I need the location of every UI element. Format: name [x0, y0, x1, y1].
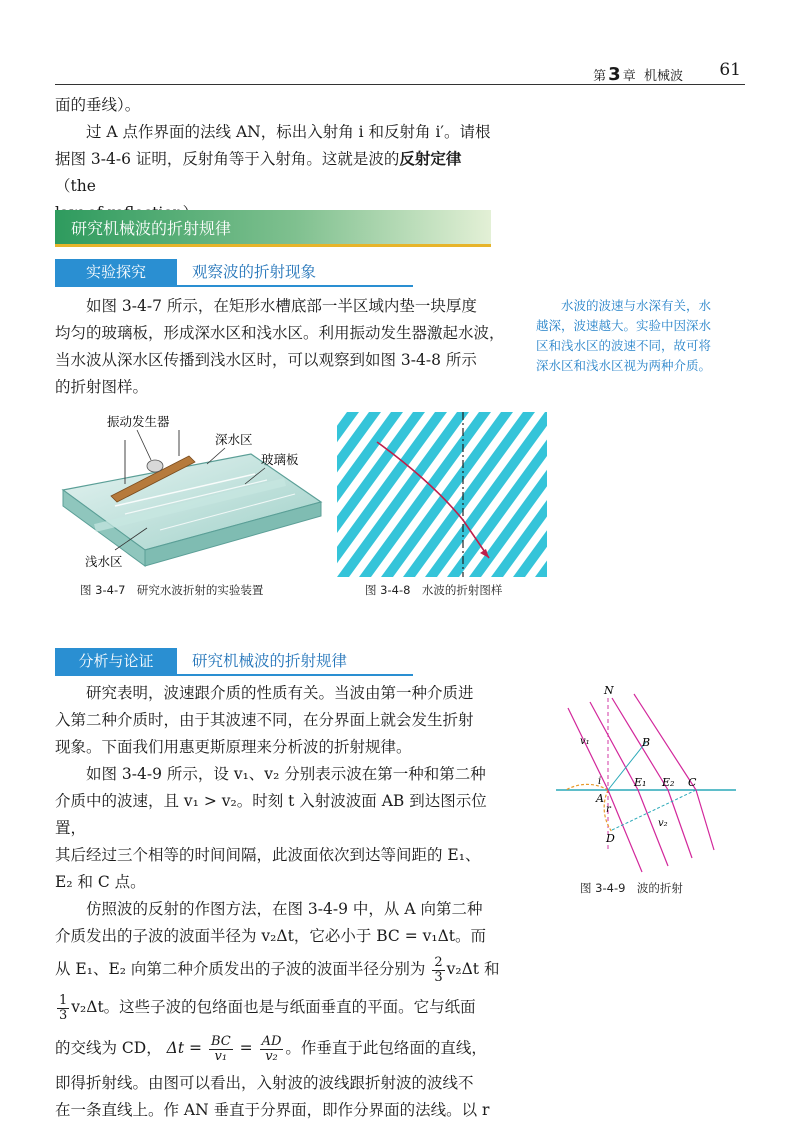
frac-v1: v₁	[214, 1048, 228, 1064]
label-v2: v₂	[658, 818, 668, 829]
exp-line-1: 如图 3-4-7 所示，在矩形水槽底部一半区域内垫一块厚度	[86, 297, 477, 315]
label-e2: E₂	[662, 776, 675, 789]
vibrator-leader	[137, 430, 151, 460]
refracted-rays	[608, 790, 714, 872]
top-line-3	[55, 146, 495, 200]
frac-a-num: 2	[434, 954, 443, 970]
page-number: 61	[719, 60, 741, 80]
frac-bc: BC	[210, 1033, 231, 1049]
caption-3-4-9: 图 3-4-9 波的折射	[580, 881, 683, 895]
analysis-tag: 分析与论证	[55, 648, 177, 674]
note-line-3: 区和浅水区的波速不同，故可将	[536, 338, 712, 353]
body-line-5: 介质中的波速，且 v₁ > v₂。时刻 t 入射波波面 AB 到达图示位置，	[55, 792, 487, 837]
chapter-title: 机械波	[643, 69, 683, 84]
exp-line-2: 均匀的玻璃板，形成深水区和浅水区。利用振动发生器激起水波，	[55, 324, 505, 342]
body-line-4: 如图 3-4-9 所示，设 v₁、v₂ 分别表示波在第一种和第二种	[86, 765, 486, 783]
chapter-number: 3	[608, 64, 621, 85]
top-line-2: 过 A 点作界面的法线 AN，标出入射角 i 和反射角 i′。请根	[86, 123, 491, 141]
body-line-8: 仿照波的反射的作图方法，在图 3-4-9 中，从 A 向第二种	[86, 900, 483, 918]
body-line-9: 介质发出的子波的波面半径为 v₂Δt，它必小于 BC = v₁Δt。而	[55, 927, 487, 945]
exp-line-3: 当水波从深水区传播到浅水区时，可以观察到如图 3-4-8 所示	[55, 351, 477, 369]
label-glass: 玻璃板	[261, 452, 299, 467]
analysis-underline	[55, 674, 413, 676]
label-r: r	[606, 804, 611, 815]
label-a: A	[596, 792, 604, 805]
figure-3-4-7	[55, 410, 335, 575]
top-line-3b: （the	[55, 177, 96, 195]
side-note	[536, 296, 740, 376]
equals-sign: =	[239, 1039, 253, 1057]
chapter-label	[593, 64, 683, 85]
frac-b-den: 3	[59, 1007, 68, 1023]
label-b: B	[642, 736, 651, 749]
caption-3-4-8: 图 3-4-8 水波的折射图样	[365, 583, 503, 597]
reflection-law-term: 反射定律	[399, 150, 462, 168]
water-tank	[63, 454, 321, 566]
label-c: C	[688, 776, 697, 789]
note-line-1: 水波的波速与水深有关，水	[561, 298, 712, 313]
label-vibrator: 振动发生器	[107, 414, 170, 429]
body-line-6: 其后经过三个相等的时间间隔，此波面依次到达等间距的 E₁、	[55, 846, 481, 864]
body-line-11	[55, 988, 500, 1026]
frac-b-num: 1	[59, 992, 68, 1008]
fraction-bc-v1	[209, 1035, 233, 1064]
label-i: i	[598, 776, 602, 787]
section-heading-bar	[55, 210, 491, 247]
frac-a-den: 3	[434, 969, 443, 985]
wavefront-cd	[612, 790, 696, 830]
experiment-paragraph	[55, 293, 505, 401]
caption-3-4-7: 图 3-4-7 研究水波折射的实验装置	[80, 583, 264, 597]
page-header	[55, 60, 745, 85]
analysis-title: 研究机械波的折射规律	[192, 652, 348, 670]
experiment-tag: 实验探究	[55, 259, 177, 285]
label-n: N	[604, 684, 614, 697]
label-shallow-water: 浅水区	[85, 554, 123, 569]
top-text	[55, 92, 495, 227]
body-line-12a: 的交线为 CD，	[55, 1039, 162, 1057]
body-line-7: E₂ 和 C 点。	[55, 873, 146, 891]
top-line-3a: 据图 3-4-6 证明，反射角等于入射角。这就是波的	[55, 150, 400, 168]
label-e1: E₁	[634, 776, 647, 789]
fraction-one-third	[57, 994, 69, 1023]
figure-3-4-9	[550, 680, 740, 880]
body-line-14: 在一条直线上。作 AN 垂直于分界面，即作分界面的法线。以 r	[55, 1101, 490, 1119]
chapter-prefix: 第	[593, 69, 607, 84]
label-v1: v₁	[580, 736, 590, 747]
body-line-10b: v₂Δt 和	[446, 960, 500, 978]
note-line-2: 越深，波速越大。实验中因深水	[536, 318, 712, 333]
body-line-10a: 从 E₁、E₂ 向第二种介质发出的子波的波面半径分别为	[55, 960, 426, 978]
analysis-body	[55, 680, 500, 1124]
fraction-ad-v2	[260, 1035, 284, 1064]
note-line-4: 深水区和浅水区视为两种介质。	[536, 358, 712, 373]
wavelet-a	[566, 784, 608, 790]
experiment-underline	[55, 285, 413, 287]
frac-ad: AD	[261, 1033, 282, 1049]
top-line-1: 面的垂线）。	[55, 96, 141, 114]
body-line-3: 现象。下面我们用惠更斯原理来分析波的折射规律。	[55, 738, 412, 756]
delta-t: Δt =	[166, 1039, 202, 1057]
body-line-2: 入第二种介质时，由于其波速不同，在分界面上就会发生折射	[55, 711, 474, 729]
chapter-suffix: 章	[622, 69, 636, 84]
label-d: D	[606, 832, 615, 845]
body-line-12	[55, 1026, 500, 1070]
experiment-title: 观察波的折射现象	[192, 263, 317, 281]
body-line-13: 即得折射线。由图可以看出，入射波的波线跟折射波的波线不	[55, 1074, 474, 1092]
figure-3-4-8	[337, 412, 547, 577]
fraction-two-thirds	[432, 956, 444, 985]
section-title: 研究机械波的折射规律	[71, 219, 232, 238]
exp-line-4: 的折射图样。	[55, 378, 149, 396]
body-line-12b: 。作垂直于此包络面的直线，	[285, 1039, 487, 1057]
frac-v2: v₂	[265, 1048, 278, 1064]
body-line-10	[55, 950, 500, 988]
label-deep-water: 深水区	[215, 432, 253, 447]
body-line-11-text: v₂Δt。这些子波的包络面也是与纸面垂直的平面。它与纸面	[71, 998, 476, 1016]
body-line-1: 研究表明，波速跟介质的性质有关。当波由第一种介质进	[86, 684, 474, 702]
